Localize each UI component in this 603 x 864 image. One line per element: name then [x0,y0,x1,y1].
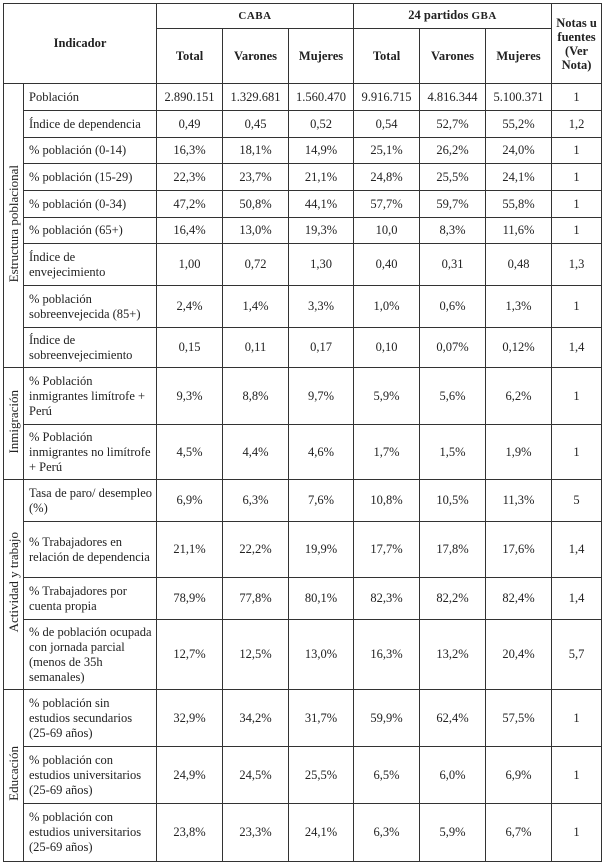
value-cell: 1,30 [289,244,354,286]
value-cell: 55,8% [486,191,552,218]
value-cell: 1,7% [354,425,420,480]
gba-prefix: 24 partidos [408,8,469,22]
group-label: Inmigración [6,389,21,454]
value-cell: 19,3% [289,218,354,244]
value-cell: 0,31 [420,244,486,286]
value-cell: 11,3% [486,480,552,522]
value-cell: 6,7% [486,804,552,862]
indicator-label: % población (15-29) [24,164,157,191]
table-row [4,690,602,747]
value-cell: 20,4% [486,620,552,690]
value-cell: 25,1% [354,138,420,164]
col-header-total: Total [157,29,223,84]
indicators-table [3,3,602,862]
table-row [4,747,602,804]
value-cell: 1,9% [486,425,552,480]
value-cell: 22,2% [223,522,289,578]
indicator-label: % población con estudios universitarios (25-69 años) [24,747,157,804]
table-row [4,244,602,286]
value-cell: 52,7% [420,111,486,138]
value-cell: 1,00 [157,244,223,286]
table-row [4,804,602,862]
table-row [4,368,602,425]
value-cell: 8,3% [420,218,486,244]
value-cell: 17,6% [486,522,552,578]
value-cell: 0,17 [289,328,354,368]
note-cell: 1,3 [552,244,602,286]
value-cell: 12,5% [223,620,289,690]
note-cell: 1,4 [552,578,602,620]
indicator-label: % Población inmigrantes limítrofe + Perú [24,368,157,425]
value-cell: 23,8% [157,804,223,862]
note-cell: 1 [552,425,602,480]
value-cell: 8,8% [223,368,289,425]
value-cell: 31,7% [289,690,354,747]
header-gba [354,4,552,29]
header-caba [157,4,354,29]
value-cell: 5,9% [354,368,420,425]
value-cell: 0,07% [420,328,486,368]
table-row [4,138,602,164]
value-cell: 82,2% [420,578,486,620]
value-cell: 4,6% [289,425,354,480]
value-cell: 21,1% [157,522,223,578]
value-cell: 17,8% [420,522,486,578]
note-cell: 1 [552,368,602,425]
value-cell: 24,8% [354,164,420,191]
value-cell: 6,0% [420,747,486,804]
value-cell: 5,6% [420,368,486,425]
value-cell: 4.816.344 [420,84,486,111]
indicator-label: % población (0-34) [24,191,157,218]
indicator-label: Tasa de paro/ desempleo (%) [24,480,157,522]
group-label-cell [4,690,24,862]
value-cell: 80,1% [289,578,354,620]
value-cell: 10,5% [420,480,486,522]
value-cell: 7,6% [289,480,354,522]
value-cell: 57,5% [486,690,552,747]
note-cell: 1,2 [552,111,602,138]
table-row [4,164,602,191]
value-cell: 78,9% [157,578,223,620]
value-cell: 0,11 [223,328,289,368]
col-header-varones: Varones [420,29,486,84]
col-header-mujeres: Mujeres [289,29,354,84]
table-row [4,425,602,480]
caba-label: CABA [238,10,272,22]
value-cell: 44,1% [289,191,354,218]
value-cell: 6,3% [354,804,420,862]
value-cell: 1.329.681 [223,84,289,111]
value-cell: 12,7% [157,620,223,690]
note-cell: 1 [552,286,602,328]
value-cell: 0,72 [223,244,289,286]
value-cell: 10,0 [354,218,420,244]
value-cell: 11,6% [486,218,552,244]
indicator-label: Índice de envejecimiento [24,244,157,286]
value-cell: 24,1% [486,164,552,191]
value-cell: 13,0% [223,218,289,244]
value-cell: 1,0% [354,286,420,328]
value-cell: 0,12% [486,328,552,368]
value-cell: 26,2% [420,138,486,164]
table-row [4,286,602,328]
note-cell: 1 [552,84,602,111]
note-cell: 5 [552,480,602,522]
note-cell: 1 [552,804,602,862]
value-cell: 24,5% [223,747,289,804]
indicator-label: % de población ocupada con jornada parcial (menos de 35h semanales) [24,620,157,690]
value-cell: 6,2% [486,368,552,425]
value-cell: 9,7% [289,368,354,425]
value-cell: 34,2% [223,690,289,747]
value-cell: 32,9% [157,690,223,747]
indicator-label: % población sobreenvejecida (85+) [24,286,157,328]
value-cell: 17,7% [354,522,420,578]
indicator-label: % población (0-14) [24,138,157,164]
value-cell: 1,4% [223,286,289,328]
value-cell: 19,9% [289,522,354,578]
value-cell: 6,9% [486,747,552,804]
indicator-label: % Trabajadores en relación de dependencia [24,522,157,578]
value-cell: 24,9% [157,747,223,804]
value-cell: 0,15 [157,328,223,368]
note-cell: 1,4 [552,328,602,368]
value-cell: 0,48 [486,244,552,286]
value-cell: 50,8% [223,191,289,218]
value-cell: 16,3% [354,620,420,690]
value-cell: 82,3% [354,578,420,620]
value-cell: 9.916.715 [354,84,420,111]
value-cell: 5,9% [420,804,486,862]
value-cell: 1,5% [420,425,486,480]
value-cell: 23,7% [223,164,289,191]
gba-suffix: GBA [471,10,497,22]
value-cell: 13,0% [289,620,354,690]
note-cell: 1 [552,164,602,191]
value-cell: 10,8% [354,480,420,522]
value-cell: 0,49 [157,111,223,138]
value-cell: 21,1% [289,164,354,191]
indicator-label: Población [24,84,157,111]
table-row [4,522,602,578]
table-row [4,84,602,111]
col-header-mujeres: Mujeres [486,29,552,84]
header-indicador: Indicador [4,4,157,84]
value-cell: 2.890.151 [157,84,223,111]
group-label-cell [4,84,24,368]
note-cell: 1 [552,191,602,218]
value-cell: 0,40 [354,244,420,286]
value-cell: 6,5% [354,747,420,804]
value-cell: 4,5% [157,425,223,480]
table-row [4,218,602,244]
indicator-label: % Trabajadores por cuenta propia [24,578,157,620]
value-cell: 0,6% [420,286,486,328]
indicator-label: Índice de dependencia [24,111,157,138]
value-cell: 6,9% [157,480,223,522]
value-cell: 25,5% [289,747,354,804]
indicator-label: Índice de sobreenvejecimiento [24,328,157,368]
value-cell: 59,7% [420,191,486,218]
value-cell: 16,3% [157,138,223,164]
value-cell: 18,1% [223,138,289,164]
value-cell: 6,3% [223,480,289,522]
table-row [4,328,602,368]
value-cell: 2,4% [157,286,223,328]
value-cell: 0,54 [354,111,420,138]
group-label: Educación [6,746,21,801]
note-cell: 1,4 [552,522,602,578]
value-cell: 77,8% [223,578,289,620]
table-row [4,111,602,138]
value-cell: 62,4% [420,690,486,747]
table-row [4,480,602,522]
value-cell: 25,5% [420,164,486,191]
value-cell: 59,9% [354,690,420,747]
note-cell: 1 [552,747,602,804]
note-cell: 1 [552,690,602,747]
value-cell: 9,3% [157,368,223,425]
col-header-total: Total [354,29,420,84]
note-cell: 1 [552,218,602,244]
value-cell: 1.560.470 [289,84,354,111]
value-cell: 23,3% [223,804,289,862]
value-cell: 3,3% [289,286,354,328]
indicator-label: % población (65+) [24,218,157,244]
value-cell: 22,3% [157,164,223,191]
indicator-label: % población con estudios universitarios (25-69 años) [24,804,157,862]
value-cell: 24,0% [486,138,552,164]
value-cell: 57,7% [354,191,420,218]
group-label: Estructura poblacional [6,164,21,283]
value-cell: 13,2% [420,620,486,690]
value-cell: 4,4% [223,425,289,480]
value-cell: 47,2% [157,191,223,218]
value-cell: 1,3% [486,286,552,328]
value-cell: 16,4% [157,218,223,244]
indicator-label: % Población inmigrantes no limítrofe + Perú [24,425,157,480]
group-label-cell [4,368,24,480]
group-label-cell [4,480,24,690]
table-row [4,620,602,690]
note-cell: 5,7 [552,620,602,690]
table-row [4,191,602,218]
indicator-label: % población sin estudios secundarios (25-69 años) [24,690,157,747]
header-notes: Notas u fuentes (Ver Nota) [552,4,602,84]
value-cell: 55,2% [486,111,552,138]
value-cell: 14,9% [289,138,354,164]
value-cell: 82,4% [486,578,552,620]
col-header-varones: Varones [223,29,289,84]
note-cell: 1 [552,138,602,164]
value-cell: 5.100.371 [486,84,552,111]
value-cell: 0,45 [223,111,289,138]
value-cell: 24,1% [289,804,354,862]
value-cell: 0,52 [289,111,354,138]
group-label: Actividad y trabajo [6,532,21,633]
table-row [4,578,602,620]
value-cell: 0,10 [354,328,420,368]
